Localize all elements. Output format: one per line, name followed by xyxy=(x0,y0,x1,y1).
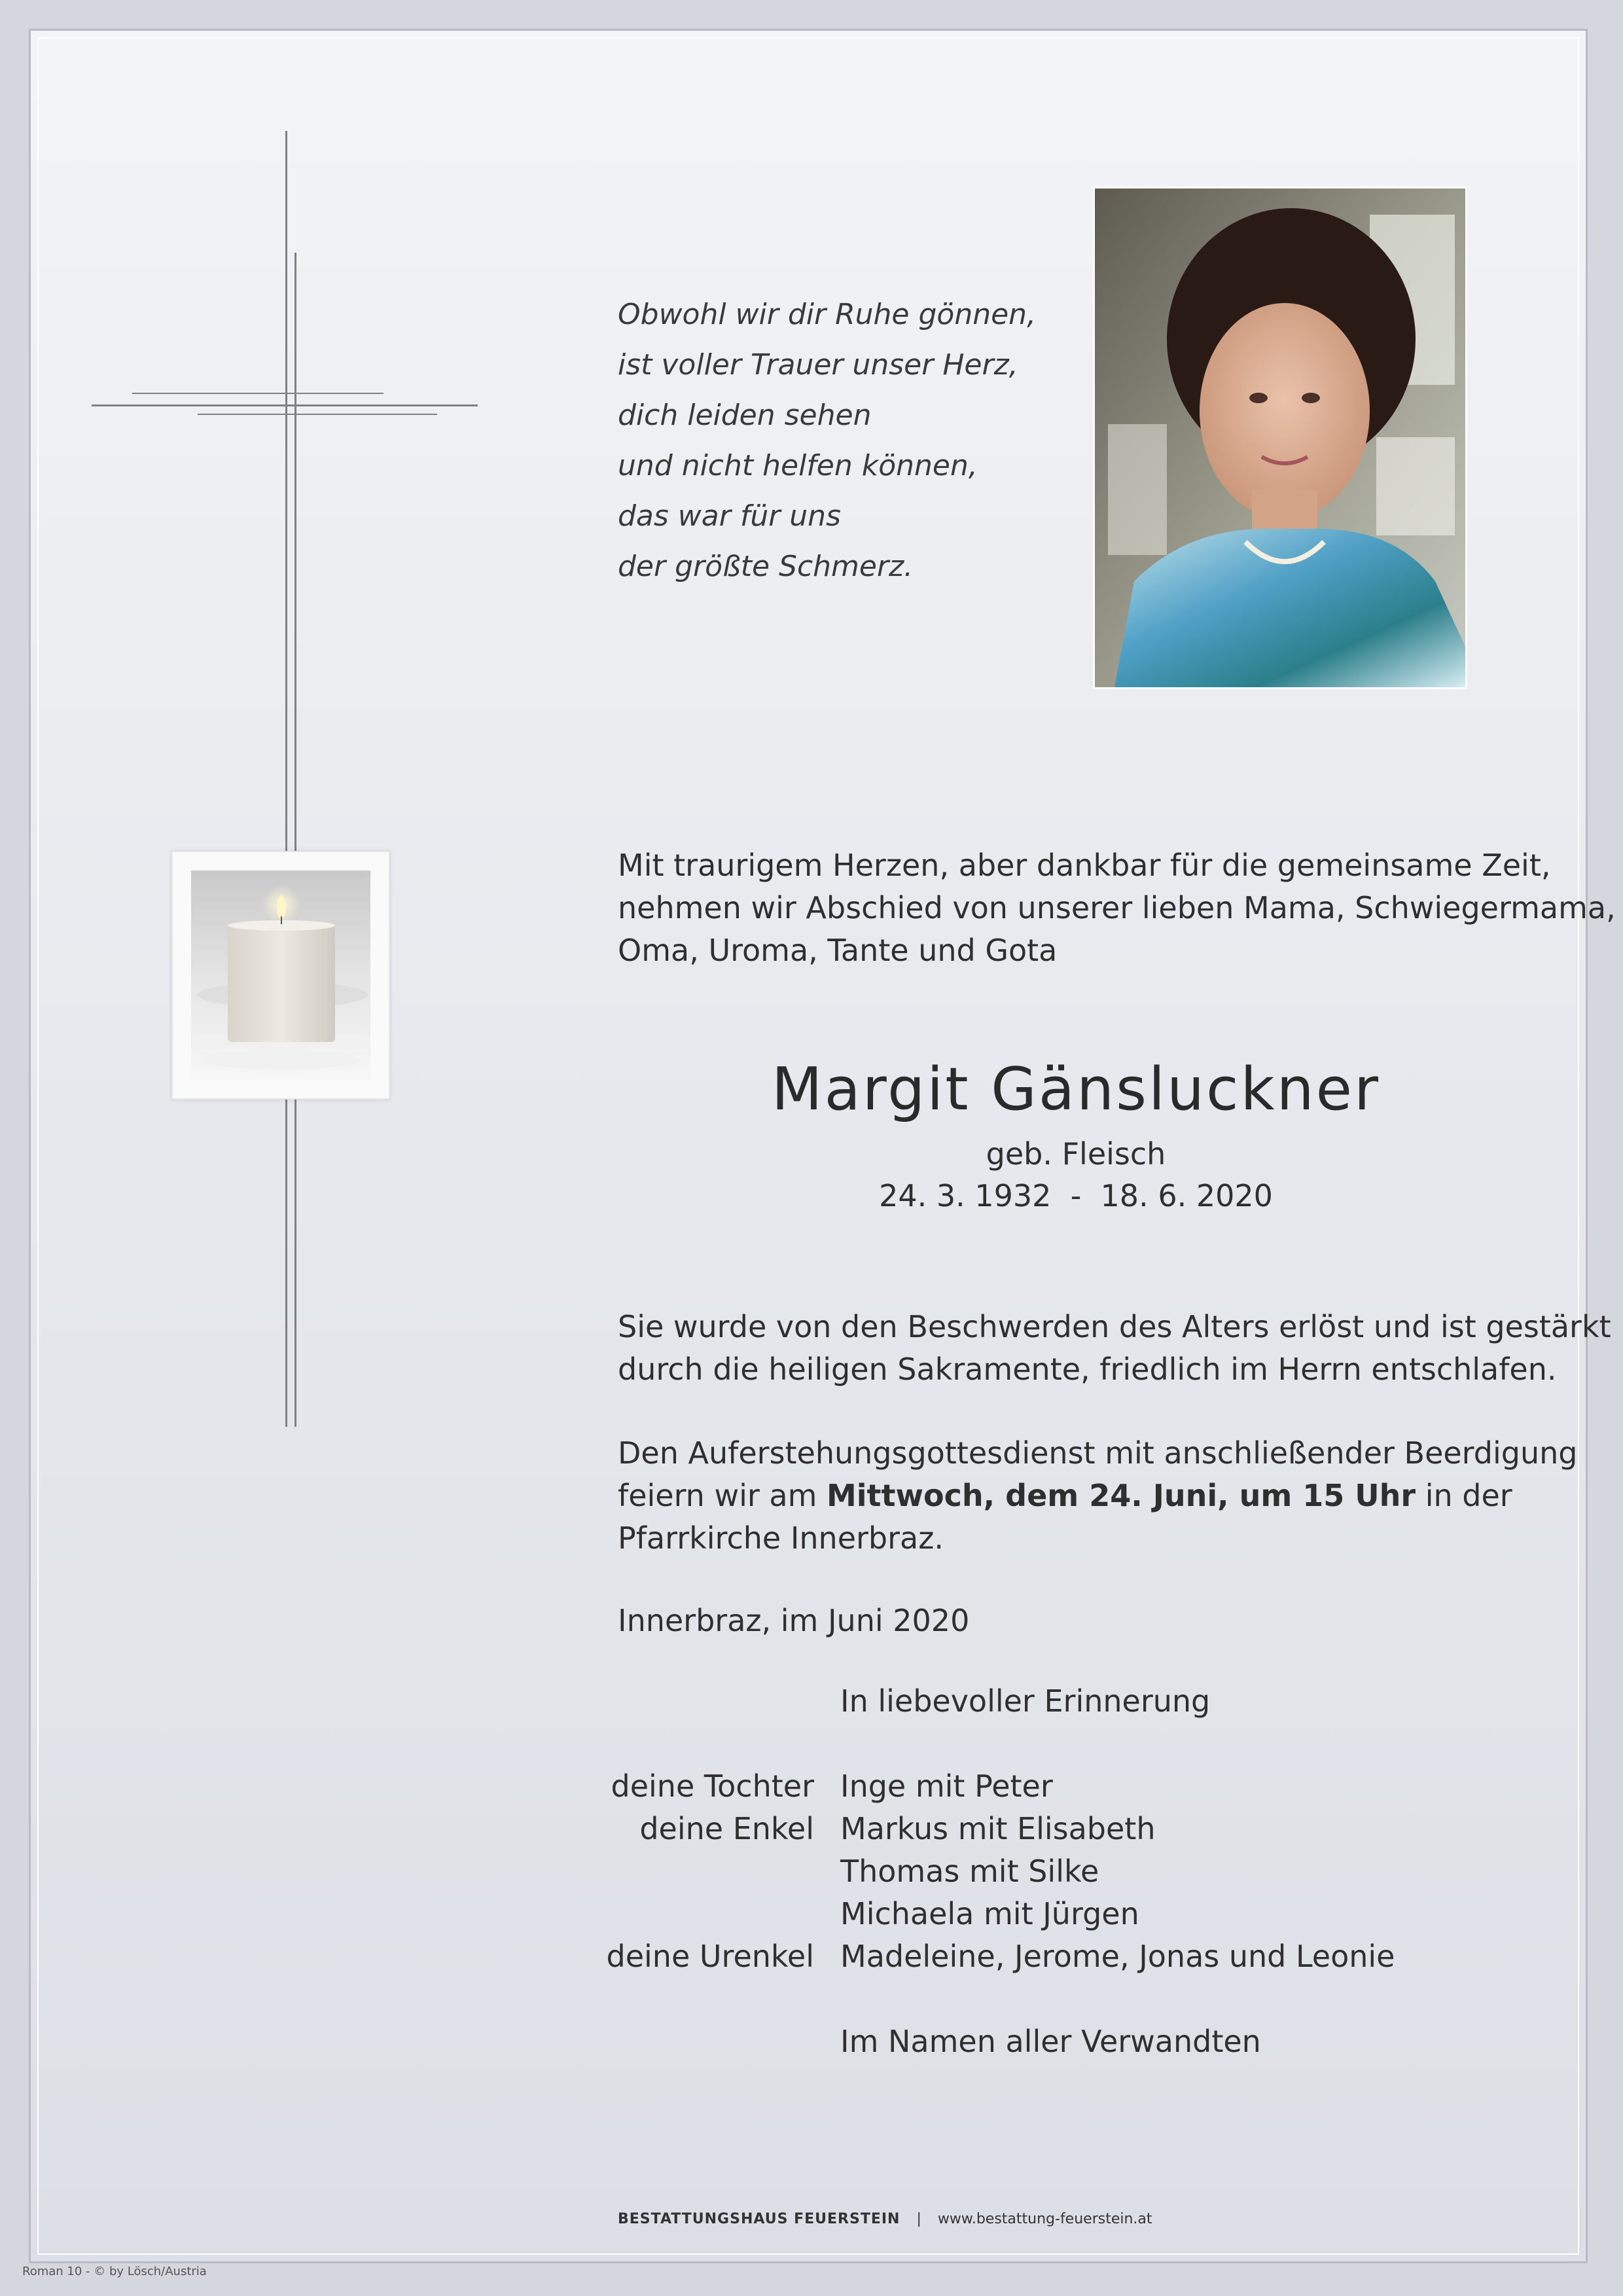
birth-name: geb. Fleisch xyxy=(986,1136,1166,1172)
funeral-home-website[interactable]: www.bestattung-feuerstein.at xyxy=(937,2211,1152,2227)
mourner-names: Michaela mit Jürgen xyxy=(840,1896,1139,1931)
mourner-role: deine Urenkel xyxy=(606,1939,814,1974)
mourners-closing: Im Namen aller Verwandten xyxy=(840,2024,1261,2059)
mourner-names: Markus mit Elisabeth xyxy=(840,1811,1156,1846)
funeral-text: feiern wir am xyxy=(618,1478,827,1513)
poem-line: dich leiden sehen xyxy=(618,399,872,432)
mourner-names: Inge mit Peter xyxy=(840,1768,1053,1804)
cross-vertical-line-2 xyxy=(294,253,296,1427)
funeral-text: in der xyxy=(1416,1478,1512,1513)
portrait-photo xyxy=(1093,187,1467,689)
mourner-role: deine Tochter xyxy=(611,1768,814,1804)
poem-line: ist voller Trauer unser Herz, xyxy=(618,348,1018,382)
footer xyxy=(618,2211,1272,2227)
intro-line: nehmen wir Abschied von unserer lieben Mama, Schwiegermama, xyxy=(618,890,1616,925)
mourner-role: deine Enkel xyxy=(639,1811,814,1846)
funeral-date-time: Mittwoch, dem 24. Juni, um 15 Uhr xyxy=(827,1478,1416,1513)
poem-line: der größte Schmerz. xyxy=(618,550,914,583)
mourner-names: Thomas mit Silke xyxy=(840,1854,1099,1889)
poem-line: Obwohl wir dir Ruhe gönnen, xyxy=(618,298,1037,331)
intro-paragraph xyxy=(618,844,1616,972)
passing-line: durch die heiligen Sakramente, friedlich im Herrn entschlafen. xyxy=(618,1352,1557,1387)
poem-line: und nicht helfen können, xyxy=(618,449,978,482)
funeral-line: Den Auferstehungsgottesdienst mit anschließender Beerdigung xyxy=(618,1435,1578,1471)
poem xyxy=(618,289,1076,592)
cross-horizontal-line-2 xyxy=(132,393,383,394)
cross-vertical-line-1 xyxy=(285,131,287,1427)
candle-image xyxy=(171,851,390,1100)
mourners-heading: In liebevoller Erinnerung xyxy=(840,1683,1211,1719)
passing-paragraph xyxy=(618,1306,1611,1391)
intro-line: Mit traurigem Herzen, aber dankbar für die gemeinsame Zeit, xyxy=(618,848,1551,883)
funeral-paragraph xyxy=(618,1432,1578,1560)
poem-line: das war für uns xyxy=(618,499,841,533)
deceased-name: Margit Gänsluckner xyxy=(771,1055,1381,1124)
funeral-line-details xyxy=(618,1475,1534,1517)
passing-line: Sie wurde von den Beschwerden des Alters erlöst und ist gestärkt xyxy=(618,1309,1611,1344)
life-dates: 24. 3. 1932 - 18. 6. 2020 xyxy=(879,1178,1273,1213)
funeral-line: Pfarrkirche Innerbraz. xyxy=(618,1520,944,1556)
template-credit: Roman 10 - © by Lösch/Austria xyxy=(22,2265,207,2278)
cross-horizontal-line-1 xyxy=(92,404,478,406)
place-date-text: Innerbraz, im Juni 2020 xyxy=(618,1603,970,1638)
footer-separator: | xyxy=(916,2211,921,2227)
intro-line: Oma, Uroma, Tante und Gota xyxy=(618,933,1058,968)
mourner-names: Madeleine, Jerome, Jonas und Leonie xyxy=(840,1939,1395,1974)
funeral-home-name: BESTATTUNGSHAUS FEUERSTEIN xyxy=(618,2211,901,2227)
place-date xyxy=(618,1600,1534,1642)
cross-horizontal-line-3 xyxy=(198,414,437,415)
